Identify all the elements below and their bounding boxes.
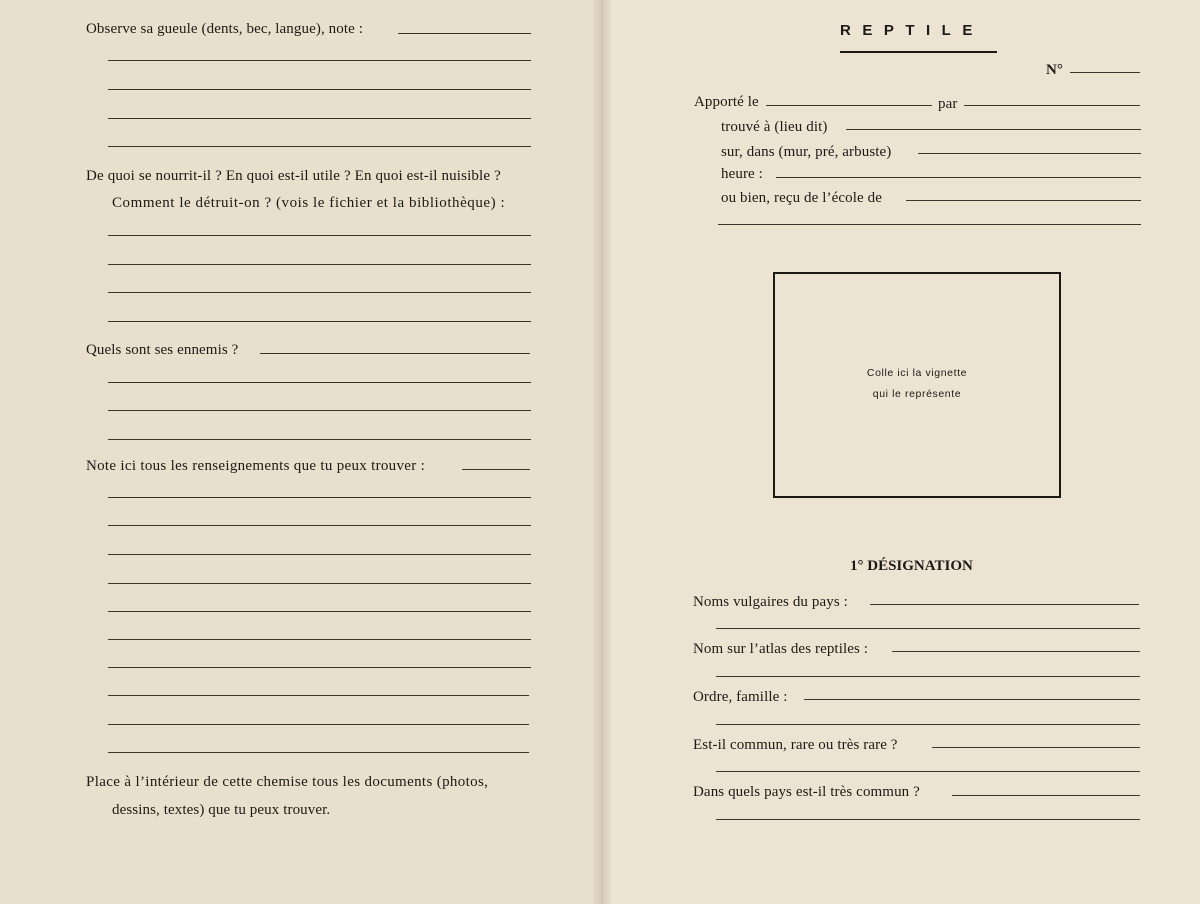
by-label: par bbox=[938, 96, 958, 112]
number-label: N° bbox=[1046, 62, 1064, 78]
answer-line bbox=[108, 235, 531, 236]
answer-line bbox=[932, 747, 1140, 748]
photo-instruction-2: qui le représente bbox=[872, 388, 962, 400]
location-label: sur, dans (mur, pré, arbuste) bbox=[721, 144, 892, 160]
location-field-line bbox=[918, 153, 1141, 154]
answer-line bbox=[108, 60, 531, 61]
found-field-line bbox=[846, 129, 1141, 130]
answer-line bbox=[108, 525, 531, 526]
answer-line bbox=[108, 583, 531, 584]
footer-instruction-1: Place à l’intérieur de cette chemise tous les documents (photos, bbox=[86, 774, 489, 790]
question-destroy: Comment le détruit-on ? (vois le fichier et la bibliothèque) : bbox=[112, 195, 506, 211]
school-field-line-2 bbox=[718, 224, 1141, 225]
footer-instruction-2: dessins, textes) que tu peux trouver. bbox=[112, 802, 331, 818]
answer-line bbox=[108, 410, 531, 411]
answer-line bbox=[108, 321, 531, 322]
common-names-label: Noms vulgaires du pays : bbox=[693, 594, 848, 610]
answer-line bbox=[108, 89, 531, 90]
answer-line bbox=[870, 604, 1139, 605]
answer-line bbox=[108, 439, 531, 440]
answer-line bbox=[108, 146, 531, 147]
title-underline bbox=[840, 51, 997, 53]
hour-field-line bbox=[776, 177, 1141, 178]
answer-line bbox=[716, 771, 1140, 772]
school-field-line bbox=[906, 200, 1141, 201]
answer-line bbox=[108, 639, 531, 640]
answer-line bbox=[108, 724, 529, 725]
answer-line bbox=[462, 469, 530, 470]
answer-line bbox=[398, 33, 531, 34]
answer-line bbox=[952, 795, 1140, 796]
section-heading: 1° DÉSIGNATION bbox=[850, 558, 973, 574]
answer-line bbox=[108, 554, 531, 555]
question-enemies: Quels sont ses ennemis ? bbox=[86, 342, 239, 358]
answer-line bbox=[716, 628, 1140, 629]
answer-line bbox=[108, 611, 531, 612]
photo-placeholder-box bbox=[773, 272, 1061, 498]
answer-line bbox=[108, 118, 531, 119]
page-gutter bbox=[593, 0, 611, 904]
answer-line bbox=[716, 724, 1140, 725]
hour-label: heure : bbox=[721, 166, 763, 182]
date-field-line bbox=[766, 105, 932, 106]
found-label: trouvé à (lieu dit) bbox=[721, 119, 828, 135]
answer-line bbox=[108, 695, 529, 696]
number-field-line bbox=[1070, 72, 1140, 73]
question-notes: Note ici tous les renseignements que tu peux trouver : bbox=[86, 458, 426, 474]
answer-line bbox=[108, 497, 531, 498]
answer-line bbox=[716, 676, 1140, 677]
answer-line bbox=[108, 292, 531, 293]
page-title: REPTILE bbox=[840, 22, 984, 39]
countries-label: Dans quels pays est-il très commun ? bbox=[693, 784, 920, 800]
question-food: De quoi se nourrit-il ? En quoi est-il utile ? En quoi est-il nuisible ? bbox=[86, 168, 501, 184]
brought-label: Apporté le bbox=[694, 94, 759, 110]
by-field-line bbox=[964, 105, 1140, 106]
answer-line bbox=[108, 667, 531, 668]
answer-line bbox=[260, 353, 530, 354]
school-label: ou bien, reçu de l’école de bbox=[721, 190, 882, 206]
atlas-name-label: Nom sur l’atlas des reptiles : bbox=[693, 641, 869, 657]
answer-line bbox=[892, 651, 1140, 652]
answer-line bbox=[108, 752, 529, 753]
photo-instruction-1: Colle ici la vignette bbox=[866, 367, 968, 379]
answer-line bbox=[804, 699, 1140, 700]
rarity-label: Est-il commun, rare ou très rare ? bbox=[693, 737, 898, 753]
question-mouth: Observe sa gueule (dents, bec, langue), note : bbox=[86, 21, 364, 37]
order-family-label: Ordre, famille : bbox=[693, 689, 788, 705]
answer-line bbox=[108, 382, 531, 383]
answer-line bbox=[108, 264, 531, 265]
answer-line bbox=[716, 819, 1140, 820]
